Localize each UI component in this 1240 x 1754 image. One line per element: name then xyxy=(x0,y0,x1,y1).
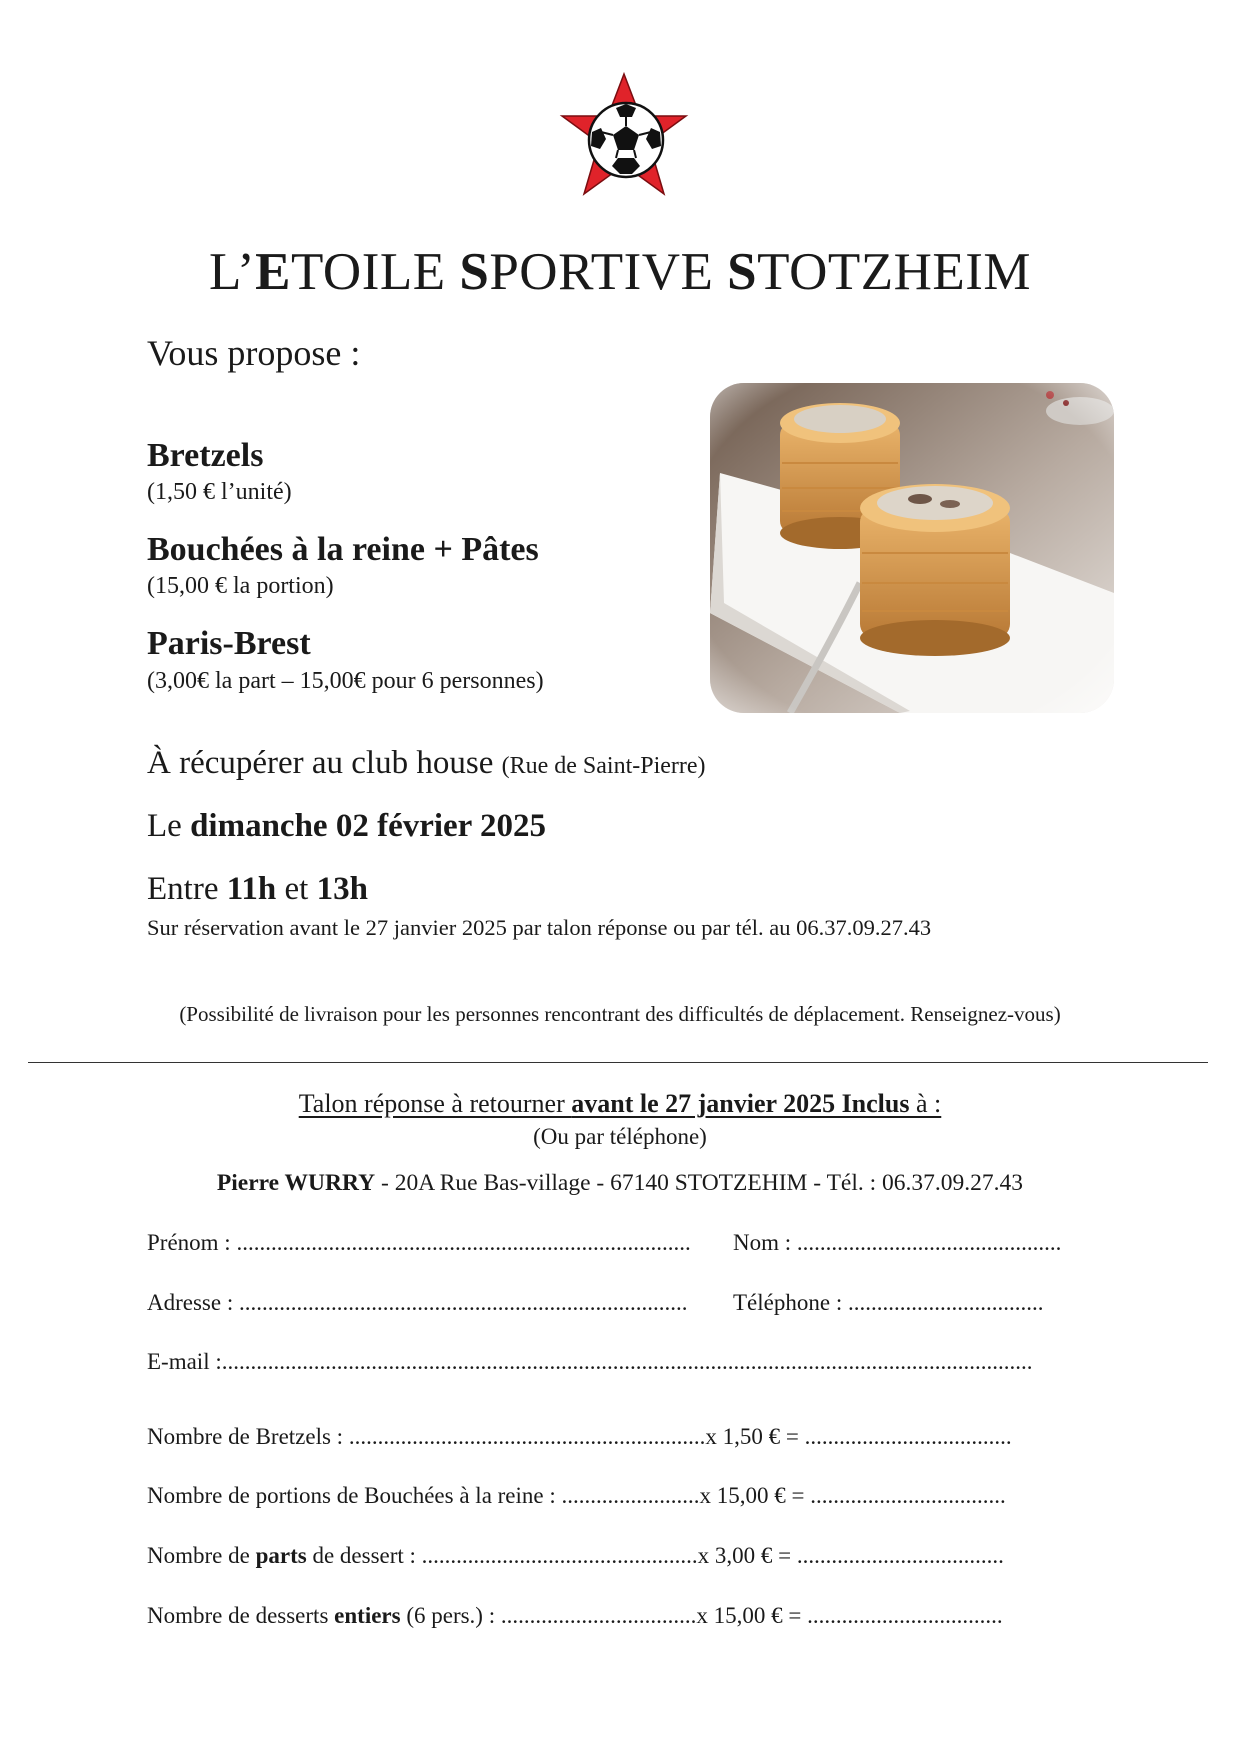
phone-note: (Ou par téléphone) xyxy=(533,1124,707,1149)
dessert-entiers-line: Nombre de desserts entiers (6 pers.) : ..................................x 15,00 € = .................................. xyxy=(147,1603,1003,1628)
event-time: Entre 11h et 13h xyxy=(147,871,368,907)
bouchees-total-field[interactable]: .................................. xyxy=(810,1483,1006,1508)
product-price-paris-brest: (3,00€ la part – 15,00€ pour 6 personnes) xyxy=(147,668,544,694)
telephone-field[interactable]: Téléphone : .................................. xyxy=(733,1290,1044,1315)
reply-slip-heading: Talon réponse à retourner avant le 27 janvier 2025 Inclus à : xyxy=(298,1089,942,1118)
nom-field[interactable]: Nom : .............................................. xyxy=(733,1230,1062,1255)
food-photo xyxy=(710,383,1114,713)
divider xyxy=(28,1062,1208,1063)
contact-address: Pierre WURRY - 20A Rue Bas-village - 67140 STOTZEHIM - Tél. : 06.37.09.27.43 xyxy=(216,1170,1024,1196)
bretzels-count-field[interactable]: .............................................................. xyxy=(348,1424,706,1449)
product-name-bretzels: Bretzels xyxy=(147,437,264,474)
bretzels-total-field[interactable]: .................................... xyxy=(804,1424,1012,1449)
dessert-entiers-count-field[interactable]: .................................. xyxy=(500,1603,697,1628)
club-logo xyxy=(556,70,692,202)
dessert-entiers-total-field[interactable]: .................................. xyxy=(807,1603,1003,1628)
product-name-paris-brest: Paris-Brest xyxy=(147,625,311,662)
bretzels-count-line: Nombre de Bretzels : ..............................................................x 1,50 € = .................................... xyxy=(147,1424,1012,1449)
adresse-field[interactable]: Adresse : .............................................................................. xyxy=(147,1290,688,1315)
prenom-field[interactable]: Prénom : ............................................................................... xyxy=(147,1230,691,1255)
product-price-bretzels: (1,50 € l’unité) xyxy=(147,479,292,505)
dessert-parts-total-field[interactable]: .................................... xyxy=(796,1543,1004,1568)
star-football-logo-icon xyxy=(556,70,692,202)
bouchees-count-field[interactable]: ........................ xyxy=(561,1483,700,1508)
email-field[interactable]: E-mail :............................................................................................................................................. xyxy=(147,1349,1033,1374)
event-date: Le dimanche 02 février 2025 xyxy=(147,808,546,844)
product-price-bouchees: (15,00 € la portion) xyxy=(147,573,334,599)
pickup-location: À récupérer au club house (Rue de Saint-Pierre) xyxy=(147,745,706,781)
reservation-note: Sur réservation avant le 27 janvier 2025 par talon réponse ou par tél. au 06.37.09.27.43 xyxy=(147,915,932,940)
dessert-parts-line: Nombre de parts de dessert : ................................................x 3,00 € = .................................... xyxy=(147,1543,1004,1568)
club-title: L’ETOILE SPORTIVE STOTZHEIM xyxy=(208,243,1032,301)
vol-au-vent-photo-icon xyxy=(710,383,1114,713)
delivery-note: (Possibilité de livraison pour les personnes rencontrant des difficultés de déplacement. Renseignez-vous) xyxy=(179,1002,1061,1026)
dessert-parts-count-field[interactable]: ................................................ xyxy=(421,1543,698,1568)
product-name-bouchees: Bouchées à la reine + Pâtes xyxy=(147,531,539,568)
bouchees-count-line: Nombre de portions de Bouchées à la reine : ........................x 15,00 € = .................................. xyxy=(147,1483,1006,1508)
intro-text: Vous propose : xyxy=(147,333,361,373)
